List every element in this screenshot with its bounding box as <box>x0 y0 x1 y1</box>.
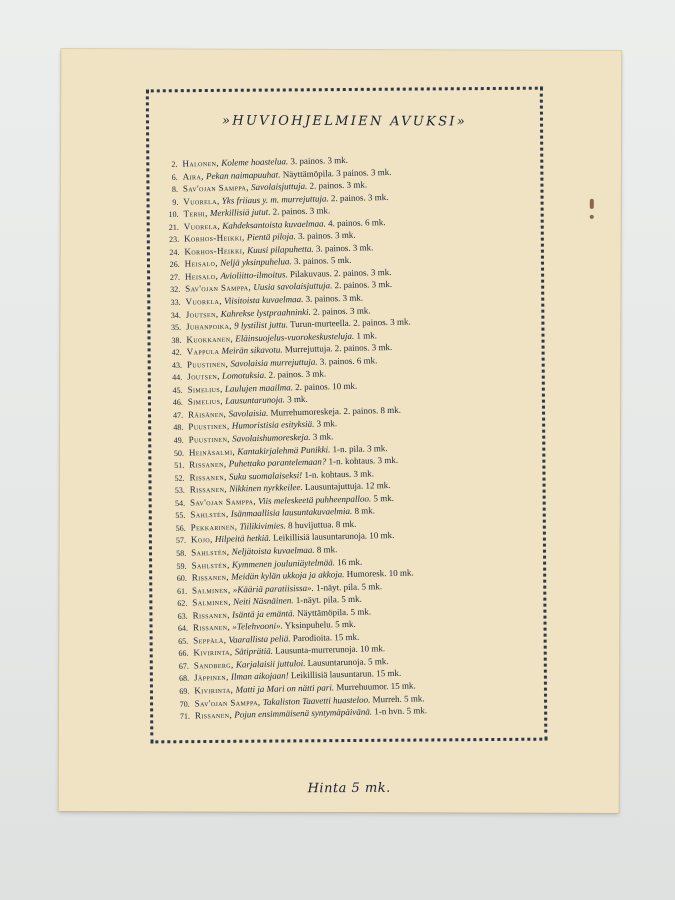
entry-title: Viis meleskeetä puhheenpalloo. <box>258 493 372 506</box>
entry-number: 65. <box>178 636 189 646</box>
entry-author: Heisalo, <box>184 270 219 282</box>
entry-details: Murreh. 5 mk. <box>372 692 425 704</box>
entry-title: Merkillisiä jutut. <box>209 206 271 219</box>
entry-number: 45. <box>172 385 183 395</box>
entry-title: 9 lystilist juttu. <box>234 319 289 331</box>
entry-title: »Kääriä paratiisissa». <box>232 582 314 595</box>
title-list <box>149 150 545 723</box>
entry-title: Viisitoista kuvaelmaa. <box>223 293 304 306</box>
entry-title: Meidän kylän ukkoja ja akkoja. <box>231 569 345 582</box>
entry-details: 3. painos. 6 mk. <box>319 355 378 367</box>
entry-title: Savolaisia. <box>228 407 269 419</box>
entry-title: Koleme hoastelua. <box>221 156 289 168</box>
entry-details: 1-n. kohtaus. 3 mk. <box>304 468 375 480</box>
entry-author: Rissanen, <box>191 571 230 583</box>
entry-title: Vaarallista peliä. <box>228 633 291 645</box>
entry-details: 8 huvijuttua. 8 mk. <box>287 518 357 531</box>
entry-author: Jäppinen, <box>193 672 229 683</box>
entry-title: Kahrekse lystpraahninki. <box>220 306 311 319</box>
entry-details: 3. painos. 3 mk. <box>297 230 356 242</box>
entry-number: 44. <box>172 373 183 383</box>
entry-author: Kivirinta, <box>193 646 233 658</box>
entry-title: Savolaishumoreskeja. <box>232 431 311 444</box>
entry-title: Meirän sikavotu. <box>221 344 283 357</box>
entry-title: Humoristisia esityksiä. <box>231 419 315 432</box>
entry-author: Kojo, <box>190 534 213 545</box>
dotted-frame <box>146 87 548 797</box>
entry-number: 34. <box>170 310 181 320</box>
entry-author: Salminen, <box>192 596 231 608</box>
entry-details: 3. painos. 3 mk. <box>305 292 364 304</box>
entry-number: 47. <box>172 410 184 420</box>
entry-details: Humoresk. 10 mk. <box>346 567 414 580</box>
entry-details: 1-n hvn. 5 mk. <box>374 705 428 717</box>
entry-details: 3 mk. <box>287 394 308 405</box>
entry-title: »Telehvooni». <box>232 620 283 632</box>
entry-number: 51. <box>174 460 185 471</box>
entry-author: Korhos-Heikki, <box>184 245 245 257</box>
entry-title: Ilman aikojaan! <box>230 670 289 683</box>
entry-title: Savolaisia murrejuttuja. <box>230 356 318 369</box>
entry-details: Pilakuvaus. 2. painos. 3 mk. <box>289 266 392 280</box>
entry-title: Pientä piloja. <box>246 231 296 243</box>
entry-title: Pekan naimapuuhat. <box>205 168 281 181</box>
entry-author: Vappula <box>186 346 220 357</box>
entry-number: 49. <box>173 435 184 445</box>
entry-title: Kahdeksantoista kuvaelmaa. <box>222 218 326 231</box>
entry-author: Rissanen, <box>192 609 230 621</box>
entry-details: 1 mk. <box>356 329 378 341</box>
entry-number: 60. <box>176 573 187 583</box>
entry-author: Korhos-Heikki, <box>183 232 245 244</box>
entry-number: 57. <box>175 536 187 546</box>
entry-title: Eläinsuojelus-vuorokeskusteluja. <box>235 330 355 344</box>
entry-title: Lausuntarunoja. <box>225 394 286 407</box>
entry-details: 2. painos. 3 mk. <box>334 279 393 291</box>
entry-details: 1-n. kohtaus. 3 mk. <box>328 454 399 467</box>
entry-number: 55. <box>175 510 186 521</box>
entry-details: 3. painos. 3 mk. <box>315 242 374 254</box>
entry-details: Näyttämöpila. 3 painos. 3 mk. <box>282 166 392 179</box>
entry-details: Murrehuumor. 15 mk. <box>336 680 416 693</box>
entry-author: Rissanen, <box>189 471 227 483</box>
entry-title: Tiilikivimies. <box>239 520 286 532</box>
entry-number: 56. <box>175 523 186 533</box>
entry-number: 10. <box>168 209 179 220</box>
entry-number: 68. <box>178 674 190 684</box>
entry-author: Rissanen, <box>192 621 231 633</box>
entry-details: 1-n. pila. 3 mk. <box>332 442 388 454</box>
entry-number: 58. <box>176 548 187 558</box>
entry-details: 5 mk. <box>373 492 395 504</box>
entry-number: 53. <box>174 485 185 496</box>
entry-author: Simelius, <box>187 396 224 407</box>
entry-details: Turun-murteella. 2. painos. 3 mk. <box>289 316 411 330</box>
entry-number: 67. <box>178 661 189 671</box>
entry-details: 1-näyt. pila. 5 mk. <box>295 593 362 606</box>
entry-details: Lausuntarunoja. 5 mk. <box>307 655 389 668</box>
entry-author: Kuokkanen, <box>186 333 234 345</box>
entry-title: Matti ja Mari on nätti pari. <box>235 682 335 695</box>
entry-title: Avioliitto-ilmoitus. <box>220 269 288 281</box>
entry-number: 42. <box>171 347 182 358</box>
entry-details: 3. painos. 5 mk. <box>293 255 352 267</box>
entry-number: 21. <box>168 222 179 232</box>
entry-title: Lomotuksia. <box>221 370 267 382</box>
entry-details: Murrehumoreskeja. 2. painos. 8 mk. <box>270 404 402 418</box>
entry-title: Sätiprätiä. <box>234 646 274 657</box>
entry-author: Juhanpoika, <box>185 320 233 332</box>
entry-number: 26. <box>169 260 180 270</box>
entry-details: 1-näyt. pila. 5 mk. <box>315 580 383 593</box>
entry-number: 63. <box>177 611 188 621</box>
entry-author: Sandberg, <box>193 659 234 671</box>
entry-number: 48. <box>173 423 184 433</box>
entry-number: 69. <box>179 686 190 696</box>
stain-mark <box>590 215 594 219</box>
entry-title: Hilpeitä hetkiä. <box>214 533 272 545</box>
entry-details: 2. painos. 3 mk. <box>272 205 331 217</box>
entry-author: Joutsen, <box>187 371 220 382</box>
entry-details: 8 mk. <box>354 505 376 517</box>
entry-details: Lausunta-murrerunoja. 10 mk. <box>275 643 386 656</box>
entry-title: Yks friiaus y. m. murrejuttuja. <box>221 192 329 206</box>
entry-number: 61. <box>176 586 188 596</box>
entry-details: 4. painos. 6 mk. <box>327 216 386 229</box>
entry-number: 59. <box>176 561 187 571</box>
entry-author: Räisänen, <box>187 408 227 420</box>
entry-number: 27. <box>169 272 181 282</box>
entry-details: 2. painos. 10 mk. <box>295 380 358 392</box>
entry-author: Terhi, <box>183 208 208 219</box>
entry-number: 35. <box>171 322 182 333</box>
entry-author: Sav'ojan Samppa, <box>189 495 257 508</box>
entry-number: 8. <box>171 184 179 194</box>
entry-author: Sav'ojan Samppa, <box>182 182 249 194</box>
entry-details: Leikillisiä lausuntarunoja. 10 mk. <box>273 530 395 544</box>
entry-details: Näyttämöpila. 5 mk. <box>296 606 372 618</box>
entry-number: 64. <box>177 623 189 634</box>
entry-author: Vuorela, <box>185 295 222 307</box>
entry-details: Murrejuttuja. 2. painos. 3 mk. <box>284 342 393 355</box>
entry-number: 33. <box>170 297 181 307</box>
entry-details: 16 mk. <box>337 556 363 567</box>
entry-number: 50. <box>173 448 185 458</box>
entry-details: 2. painos. 3 mk. <box>312 304 371 317</box>
entry-number: 70. <box>179 699 190 709</box>
entry-author: Sahlstén, <box>191 559 230 571</box>
price-label: Hinta 5 mk. <box>307 780 391 797</box>
entry-title: Karjalaisii juttuloi. <box>235 657 306 670</box>
entry-number: 38. <box>171 335 182 345</box>
entry-author: Vuorela, <box>183 195 220 207</box>
entry-author: Sav'ojan Samppa, <box>185 282 252 295</box>
entry-author: Kivirinta, <box>194 684 234 696</box>
entry-title: Kuusi pilapuhetta. <box>247 243 314 256</box>
entry-author: Rissanen, <box>189 483 228 495</box>
entry-title: Puhettako parantelemaan? <box>228 456 327 469</box>
entry-author: Joutsen, <box>185 308 219 320</box>
entry-title: Uusia savolaisjuttuja. <box>253 280 333 293</box>
entry-number: 23. <box>169 235 180 245</box>
entry-author: Heinäsalmi, <box>188 446 236 458</box>
booklet-back-cover <box>59 49 622 813</box>
entry-number: 24. <box>169 247 180 257</box>
entry-number: 52. <box>174 473 185 483</box>
entry-title: Suku suomalaiseksi! <box>228 469 303 482</box>
entry-details: 3. painos. 3 mk. <box>290 154 349 167</box>
entry-title: Isänmaallisia lausuntakuvaelmia. <box>230 506 353 519</box>
entry-number: 46. <box>172 398 183 408</box>
entry-author: Simelius, <box>187 383 223 395</box>
entry-details: Parodioita. 15 mk. <box>292 631 360 644</box>
series-heading: »HUVIOHJELMIEN AVUKSI» <box>222 113 468 130</box>
entry-details: Leikillisiä lausuntarun. 15 mk. <box>290 668 402 681</box>
entry-author: Pekkarinen, <box>190 521 238 533</box>
entry-details: Yksinpuhelu. 5 mk. <box>284 619 356 631</box>
entry-title: Laulujen maailma. <box>224 382 294 394</box>
entry-details: 3 mk. <box>316 418 338 430</box>
entry-author: Sahlstén, <box>190 509 229 520</box>
entry-author: Seppälä, <box>193 634 227 646</box>
entry-title: Isäntä ja emäntä. <box>231 607 295 620</box>
entry-title: Savolaisjuttuja. <box>250 180 308 193</box>
entry-title: Nikkinen nyrkkeilee. <box>229 482 303 494</box>
entry-author: Rissanen, <box>189 458 227 470</box>
entry-author: Aira, <box>182 170 204 182</box>
entry-details: 2. painos. 3 mk. <box>268 368 327 381</box>
entry-title: Kymmenen jouluniäytelmää. <box>231 556 335 570</box>
entry-number: 66. <box>178 648 189 659</box>
entry-author: Halonen, <box>182 157 220 169</box>
entry-number: 54. <box>174 498 186 508</box>
entry-author: Heisalo, <box>184 258 219 269</box>
entry-author: Puustinen, <box>186 358 229 370</box>
entry-title: Pojun ensimmäisenä syntymäpäivänä. <box>234 706 373 720</box>
entry-number: 62. <box>177 598 188 609</box>
entry-details: 3 mk. <box>312 431 334 442</box>
entry-details: 2. painos. 3 mk. <box>330 191 389 203</box>
entry-number: 32. <box>170 285 181 295</box>
entry-title: Kantakirjalehmä Punikki. <box>237 443 331 457</box>
entry-details: Lausuntajuttuja. 12 mk. <box>304 480 391 493</box>
entry-number: 71. <box>179 711 191 721</box>
entry-number: 6. <box>171 172 178 182</box>
entry-details: 8 mk. <box>316 544 338 555</box>
entry-number: 2. <box>171 159 178 169</box>
entry-author: Puustinen, <box>188 421 230 433</box>
entry-title: Neiti Näsnäinen. <box>233 595 294 607</box>
entry-number: 43. <box>171 360 183 370</box>
entry-number: 9. <box>172 197 179 207</box>
stain-mark <box>590 199 594 209</box>
entry-author: Puustinen, <box>188 433 231 445</box>
entry-title: Neljätoista kuvaelmaa. <box>231 544 315 557</box>
entry-author: Sahlstén, <box>191 546 230 558</box>
entry-title: Neljä yksinpuhelua. <box>220 256 292 269</box>
entry-details: 2. painos. 3 mk. <box>309 179 368 191</box>
entry-author: Salminen, <box>191 584 231 596</box>
entry-author: Sav'ojan Samppa, <box>194 696 261 709</box>
entry-author: Vuorela, <box>183 220 221 232</box>
entry-title: Takaliston Taavetti huasteloo. <box>262 694 371 707</box>
entry-author: Rissanen, <box>194 709 233 721</box>
